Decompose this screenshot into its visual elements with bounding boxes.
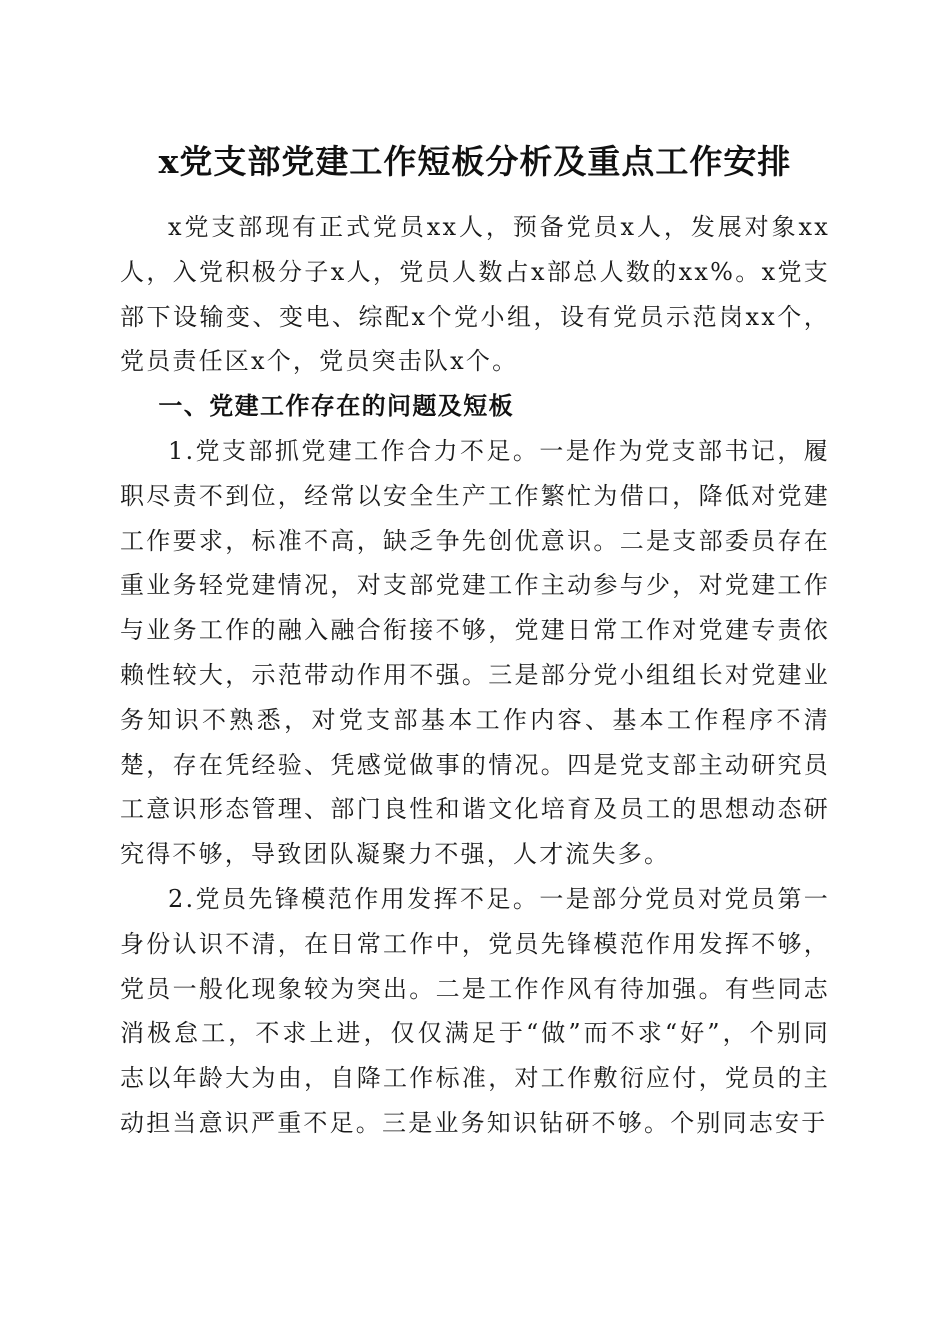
section-heading: 一、党建工作存在的问题及短板 <box>158 392 514 421</box>
paragraph-item-1: 1.党支部抓党建工作合力不足。一是作为党支部书记，履职尽责不到位，经常以安全生产工作繁忙为借口，降低对党建工作要求，标准不高，缺乏争先创优意识。二是支部委员存在重业务轻党建情况，对支部党建工作主动参与少，对党建工作与业务工作的融入融合衔接不够，党建日常工作对党建专责依赖性较大，示范带动作用不强。三是部分党小组组长对党建业务知识不熟悉，对党支部基本工作内容、基本工作程序不清楚，存在凭经验、凭感觉做事的情况。四是党支部主动研究员工意识形态管理、部门良性和谐文化培育及员工的思想动态研究得不够，导致团队凝聚力不强，人才流失多。 <box>120 436 830 869</box>
document-body <box>120 205 830 1146</box>
document-title: x党支部党建工作短板分析及重点工作安排 <box>158 142 792 181</box>
paragraph-item-2: 2.党员先锋模范作用发挥不足。一是部分党员对党员第一身份认识不清，在日常工作中，党员先锋模范作用发挥不够，党员一般化现象较为突出。二是工作作风有待加强。有些同志消极怠工，不求上进，仅仅满足于“做”而不求“好”，个别同志以年龄大为由，自降工作标准，对工作敷衍应付，党员的主动担当意识严重不足。三是业务知识钻研不够。个别同志安于 <box>120 884 830 1137</box>
intro-paragraph: x党支部现有正式党员xx人，预备党员x人，发展对象xx人，入党积极分子x人，党员人数占x部总人数的xx%。x党支部下设输变、变电、综配x个党小组，设有党员示范岗xx个，党员责任区x个，党员突击队x个。 <box>120 213 830 376</box>
